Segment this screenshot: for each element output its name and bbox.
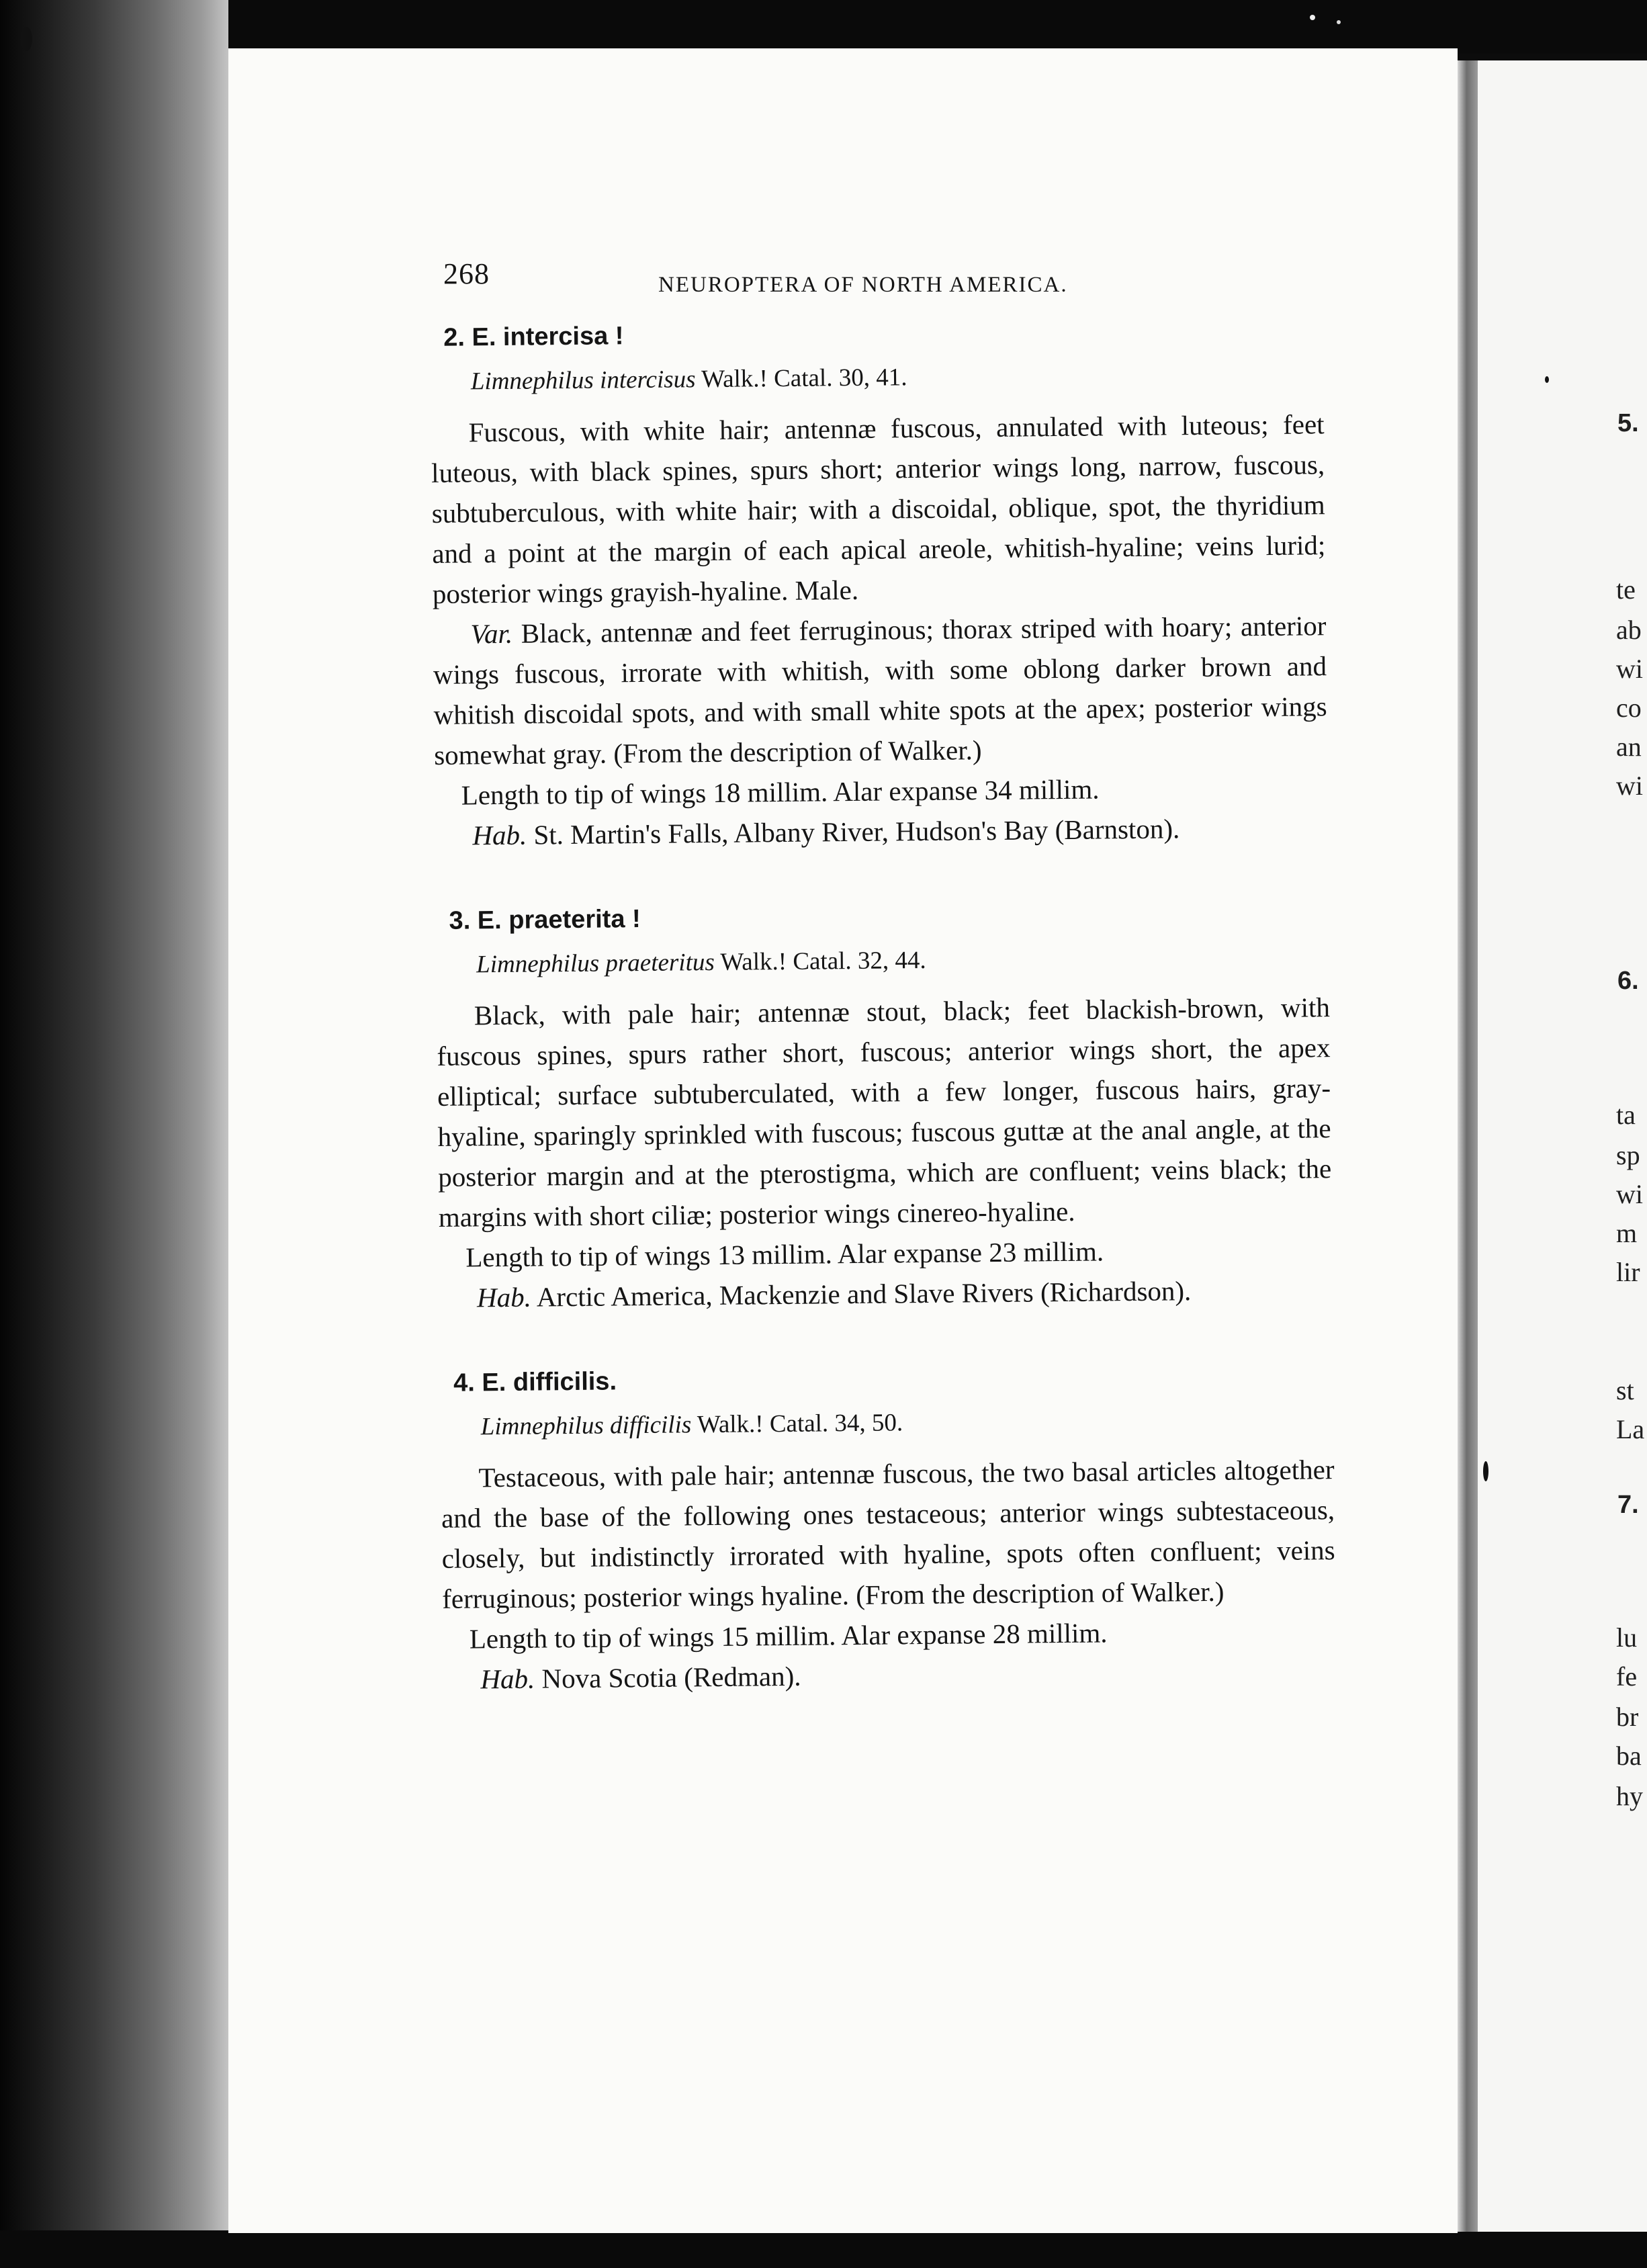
habitat-lead: Hab. [472, 819, 527, 851]
page-gutter [1458, 60, 1478, 2232]
facing-text-fragment: m [1616, 1218, 1638, 1248]
facing-text-fragment: co [1616, 693, 1642, 723]
habitat-text: St. Martin's Falls, Albany River, Hudson's Bay (Barnston). [533, 813, 1180, 850]
facing-text-fragment: wi [1616, 1179, 1643, 1209]
facing-text-fragment: ta [1616, 1100, 1636, 1130]
synonym-name: Limnephilus praeteritus [476, 948, 715, 979]
habitat-lead: Hab. [476, 1281, 532, 1313]
facing-text-fragment: an [1616, 732, 1642, 762]
facing-text-fragment: br [1616, 1702, 1639, 1732]
facing-heading-6: 6. [1617, 967, 1639, 995]
facing-heading-5: 5. [1617, 409, 1639, 437]
scan-top-edge [0, 0, 1647, 54]
habitat-lead: Hab. [480, 1663, 535, 1695]
species-description: Fuscous, with white hair; antennæ fuscous, annulated with luteous; feet luteous, with black spines, spurs short; anterior wings long, narrow, fuscous, subtuberculous, with white hair; with a discoidal, oblique, spot, the thyridium and a point at the margin of each apical areole, whitish-hyaline; veins lurid; posterior wings grayish-hyaline. Male. [431, 408, 1326, 609]
species-entry-difficilis [440, 1358, 1337, 1700]
page-body [430, 312, 1337, 1748]
habitat-text: Nova Scotia (Redman). [541, 1660, 801, 1694]
facing-text-fragment: sp [1616, 1140, 1640, 1170]
running-head: NEUROPTERA OF NORTH AMERICA. [658, 273, 1068, 297]
variety-description [433, 605, 1327, 775]
facing-text-fragment: st [1616, 1375, 1634, 1405]
synonym-line [481, 1402, 1334, 1444]
scan-speck [1545, 376, 1549, 383]
facing-heading-7: 7. [1617, 1491, 1639, 1519]
synonym-reference: Walk.! Catal. 32, 44. [720, 946, 926, 976]
facing-text-fragment: wi [1616, 771, 1643, 801]
scan-speck [1337, 20, 1341, 24]
habitat [443, 1651, 1337, 1700]
facing-text-fragment: te [1616, 574, 1636, 605]
scan-speck [1310, 15, 1315, 20]
facing-text-fragment: fe [1616, 1661, 1638, 1692]
facing-text-fragment: lir [1616, 1257, 1640, 1287]
book-binding-shadow [0, 0, 228, 2268]
facing-text-fragment: wi [1616, 654, 1643, 684]
species-description: Testaceous, with pale hair; antennæ fuscous, the two basal articles altogether and the base of the following ones testaceous; anterior wings subtestaceous, closely, but indistinctly irrorated with hyaline, spots often confluent; veins ferruginous; posterior wings hyaline. (From the description of Walker.) [441, 1454, 1335, 1614]
species-entry-praeterita [435, 896, 1333, 1318]
facing-text-fragment: ba [1616, 1741, 1642, 1771]
synonym-name: Limnephilus difficilis [480, 1411, 692, 1441]
synonym-name: Limnephilus intercisus [470, 365, 696, 396]
variety-lead: Var. [470, 617, 513, 650]
species-heading: 3. E. praeterita ! [449, 905, 641, 935]
facing-text-fragment: La [1616, 1414, 1645, 1444]
page-number: 268 [443, 257, 490, 290]
measurements: Length to tip of wings 13 millim. Alar expanse 23 millim. [465, 1235, 1104, 1273]
species-heading: 4. E. difficilis. [453, 1367, 617, 1397]
species-heading: 2. E. intercisa ! [443, 322, 624, 352]
habitat [439, 1269, 1333, 1318]
synonym-line [476, 940, 1329, 982]
species-description: Black, with pale hair; antennæ stout, black; feet blackish-brown, with fuscous spines, spurs rather short, fuscous; anterior wings short, the apex elliptical; surface subtuberculated, with a few longer, fuscous hairs, gray-hyaline, sparingly sprinkled with fuscous; fuscous guttæ at the anal angle, at the posterior margin and at the pterostigma, which are confluent; veins black; the margins with short ciliæ; posterior wings cinereo-hyaline. [437, 992, 1332, 1233]
facing-text-fragment: hy [1616, 1781, 1643, 1811]
measurements: Length to tip of wings 15 millim. Alar expanse 28 millim. [469, 1617, 1108, 1655]
habitat-text: Arctic America, Mackenzie and Slave Rivers (Richardson). [536, 1275, 1192, 1313]
scan-speck [1483, 1461, 1488, 1481]
facing-text-fragment: lu [1616, 1622, 1638, 1653]
species-entry-intercisa [430, 312, 1329, 856]
synonym-reference: Walk.! Catal. 34, 50. [697, 1409, 903, 1439]
variety-text: Black, antennæ and feet ferruginous; thorax striped with hoary; anterior wings fuscous, irrorate with whitish, with some oblong darker brown and whitish discoidal spots, and with small white spots at the apex; posterior wings somewhat gray. (From the description of Walker.) [433, 610, 1327, 771]
measurements: Length to tip of wings 18 millim. Alar expanse 34 millim. [461, 773, 1100, 811]
scan-speck [20, 27, 32, 51]
synonym-reference: Walk.! Catal. 30, 41. [701, 363, 907, 394]
synonym-line [471, 357, 1324, 398]
scan-bottom-edge [0, 2230, 1647, 2268]
habitat [435, 807, 1329, 856]
facing-text-fragment: ab [1616, 615, 1642, 645]
